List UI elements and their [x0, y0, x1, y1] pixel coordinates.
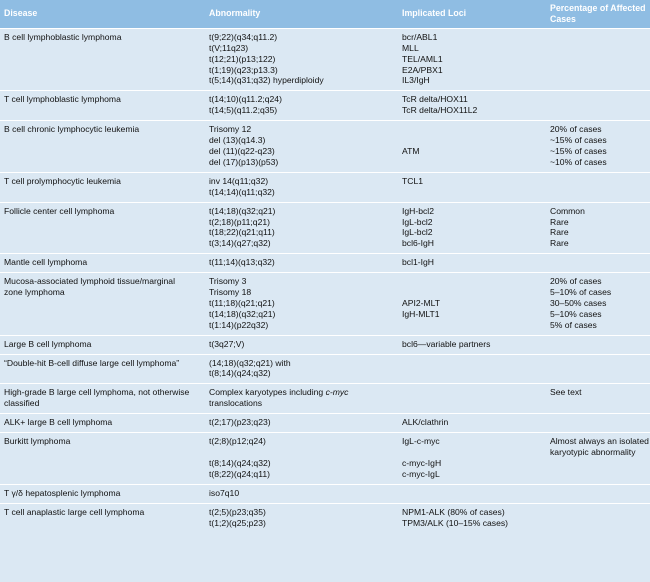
cell-line: [402, 276, 542, 287]
cell-disease: [0, 202, 205, 254]
cell-line: NPM1-ALK (80% of cases): [402, 506, 505, 517]
cell-line: del (11)(q22-q23): [209, 145, 275, 156]
cell-line: translocations: [209, 398, 263, 409]
cell-loci: [398, 335, 546, 354]
cell-line: Mucosa-associated lymphoid tissue/marginal: [4, 276, 175, 287]
cell-line: c-myc-IgL: [402, 468, 440, 479]
table-row: [0, 414, 650, 433]
cell-disease: [0, 335, 205, 354]
cell-line: [209, 447, 394, 458]
cell-line: [550, 94, 646, 105]
cell-line: [402, 488, 542, 499]
cell-line: [550, 518, 646, 529]
cell-line: Rare: [550, 216, 569, 227]
cell-line: [402, 320, 542, 331]
cell-line: [402, 447, 542, 458]
cell-line: 5% of cases: [550, 319, 597, 330]
cell-line: zone lymphoma: [4, 287, 65, 298]
cell-abn: [205, 414, 398, 433]
cell-line: ~15% of cases: [550, 145, 607, 156]
cell-line: [550, 64, 646, 75]
cell-line: inv 14(q11;q32): [209, 175, 269, 186]
table-row: [0, 354, 650, 384]
cell-line: [550, 469, 646, 480]
cell-loci: [398, 202, 546, 254]
cell-line: Burkitt lymphoma: [4, 436, 71, 447]
cell-pct: [546, 28, 650, 91]
cell-line: [402, 135, 542, 146]
cell-abn: [205, 172, 398, 202]
cell-line: t(V;11q23): [209, 42, 249, 53]
cell-disease: [0, 384, 205, 414]
cell-line: bcl6-IgH: [402, 238, 434, 249]
cell-pct: [546, 433, 650, 485]
header-row: [0, 0, 650, 28]
cell-line: bcl6—variable partners: [402, 338, 491, 349]
cell-line: [550, 368, 646, 379]
cell-line: B cell chronic lymphocytic leukemia: [4, 124, 140, 135]
cell-line: bcl1-IgH: [402, 257, 434, 268]
cell-line: t(3;14)(q27;q32): [209, 238, 271, 249]
cell-line: t(14;18)(q32;q21): [209, 205, 276, 216]
cell-line: Trisomy 12: [209, 124, 252, 135]
cell-line: del (17)(p13)(p53): [209, 156, 279, 167]
cell-line: t(2;17)(p23;q23): [209, 417, 271, 428]
cell-abn: [205, 273, 398, 336]
cell-line: 30–50% cases: [550, 297, 607, 308]
cell-line: iso7q10: [209, 487, 240, 498]
cell-line: ALK/clathrin: [402, 417, 449, 428]
cell-line: Common: [550, 205, 585, 216]
cell-line: [550, 458, 646, 469]
cell-disease: [0, 433, 205, 485]
cell-line: T cell prolymphocytic leukemia: [4, 175, 121, 186]
cell-line: Rare: [550, 238, 569, 249]
table-row: [0, 433, 650, 485]
cell-line: API2-MLT: [402, 297, 441, 308]
cell-line: [402, 157, 542, 168]
cell-line: “Double-hit B-cell diffuse large cell lymphoma”: [4, 357, 180, 368]
cell-abn: [205, 121, 398, 173]
cell-abn: [205, 484, 398, 503]
cell-disease: [0, 414, 205, 433]
cell-line: t(1;2)(q25;p23): [209, 517, 266, 528]
cell-line: IgH-MLT1: [402, 308, 440, 319]
cell-abn: [205, 202, 398, 254]
cell-line: t(8;14)(q24;q32): [209, 457, 271, 468]
cell-line: t(11;18)(q21;q21): [209, 297, 275, 308]
cell-line: IgL-bcl2: [402, 216, 433, 227]
header-disease: Disease: [0, 0, 205, 28]
cell-pct: [546, 414, 650, 433]
cell-disease: [0, 484, 205, 503]
cell-line: classified: [4, 398, 40, 409]
header-implicated-loci: Implicated Loci: [398, 0, 546, 28]
table-row: [0, 28, 650, 91]
cell-line: [550, 488, 646, 499]
cell-pct: [546, 172, 650, 202]
cell-line: [550, 43, 646, 54]
cell-pct: [546, 254, 650, 273]
cell-line: 20% of cases: [550, 124, 602, 135]
cell-pct: [546, 503, 650, 532]
cell-line: T cell lymphoblastic lymphoma: [4, 94, 121, 105]
cell-line: IgH-bcl2: [402, 205, 434, 216]
cell-line: See text: [550, 387, 582, 398]
cell-line: High-grade B large cell lymphoma, not otherwise: [4, 387, 190, 398]
cell-line: Large B cell lymphoma: [4, 338, 92, 349]
table-body: [0, 28, 650, 532]
cell-line: t(1;19)(q23;p13.3): [209, 64, 278, 75]
table-row: [0, 121, 650, 173]
cell-abn: [205, 254, 398, 273]
cell-line: Trisomy 3: [209, 276, 247, 287]
cell-line: [550, 339, 646, 350]
cell-line: TPM3/ALK (10–15% cases): [402, 517, 509, 528]
cell-line: [402, 358, 542, 369]
cell-line: [402, 124, 542, 135]
cell-line: (14;18)(q32;q21) with: [209, 357, 291, 368]
cell-abn: [205, 503, 398, 532]
cell-line: t(3q27;V): [209, 338, 245, 349]
cell-disease: [0, 28, 205, 91]
cell-pct: [546, 121, 650, 173]
cell-line: [402, 368, 542, 379]
cell-line: [550, 176, 646, 187]
cell-line: [550, 257, 646, 268]
cell-loci: [398, 354, 546, 384]
cell-line: E2A/PBX1: [402, 64, 443, 75]
table-row: [0, 503, 650, 532]
cell-line: t(14;5)(q11.2;q35): [209, 105, 278, 116]
cell-abn: [205, 384, 398, 414]
cell-line: IL3/IgH: [402, 75, 430, 86]
header-percentage: Percentage of Affected Cases: [546, 0, 650, 28]
cell-line: [550, 187, 646, 198]
cell-line: TcR delta/HOX11: [402, 94, 468, 105]
cell-line: 5–10% cases: [550, 308, 602, 319]
cell-line: B cell lymphoblastic lymphoma: [4, 31, 122, 42]
cell-line: IgL-c-myc: [402, 436, 440, 447]
cell-line: [550, 358, 646, 369]
cell-line: bcr/ABL1: [402, 31, 438, 42]
cell-line: [550, 75, 646, 86]
cell-disease: [0, 354, 205, 384]
cell-line: t(9;22)(q34;q11.2): [209, 31, 278, 42]
cell-line: t(18;22)(q21;q11): [209, 227, 275, 238]
cell-abn: [205, 335, 398, 354]
cell-line: MLL: [402, 42, 419, 53]
cell-loci: [398, 172, 546, 202]
cell-line: [402, 187, 542, 198]
cell-loci: [398, 503, 546, 532]
cell-line: ~15% of cases: [550, 135, 607, 146]
cell-text: Complex karyotypes including: [209, 387, 326, 398]
cell-line: [550, 32, 646, 43]
cell-line: Almost always an isolated: [550, 436, 649, 447]
cell-line: ALK+ large B cell lymphoma: [4, 417, 113, 428]
cell-line: TEL/AML1: [402, 53, 443, 64]
header-abnormality: Abnormality: [205, 0, 398, 28]
cell-line: t(14;14)(q11;q32): [209, 186, 275, 197]
cell-line: TcR delta/HOX11L2: [402, 105, 478, 116]
table-row: [0, 273, 650, 336]
cell-disease: [0, 273, 205, 336]
cell-line: [209, 387, 394, 398]
cell-loci: [398, 91, 546, 121]
table-row: [0, 172, 650, 202]
cell-text-italic: c-myc: [325, 387, 349, 398]
cell-line: Mantle cell lymphoma: [4, 257, 88, 268]
cell-line: [550, 54, 646, 65]
cell-pct: [546, 484, 650, 503]
cell-line: t(2;5)(p23;q35): [209, 506, 266, 517]
cell-loci: [398, 28, 546, 91]
cell-loci: [398, 433, 546, 485]
table-row: [0, 91, 650, 121]
cell-line: t(8;22)(q24;q11): [209, 468, 270, 479]
cell-pct: [546, 354, 650, 384]
cell-line: t(8;14)(q24;q32): [209, 368, 271, 379]
cell-line: [402, 287, 542, 298]
cell-line: 20% of cases: [550, 276, 602, 287]
cell-line: ATM: [402, 145, 420, 156]
cell-abn: [205, 91, 398, 121]
table-row: [0, 484, 650, 503]
cell-line: t(1:14)(p22q32): [209, 319, 269, 330]
cell-line: t(14;10)(q11.2;q24): [209, 94, 282, 105]
cell-line: [402, 387, 542, 398]
cell-line: IgL-bcl2: [402, 227, 433, 238]
table-row: [0, 254, 650, 273]
cell-disease: [0, 254, 205, 273]
cell-line: t(2;18)(p11;q21): [209, 216, 270, 227]
table-row: [0, 384, 650, 414]
cell-line: 5–10% of cases: [550, 287, 612, 298]
table-row: [0, 202, 650, 254]
cell-pct: [546, 91, 650, 121]
cell-loci: [398, 384, 546, 414]
cell-line: Follicle center cell lymphoma: [4, 205, 115, 216]
cell-pct: [546, 384, 650, 414]
cell-line: T cell anaplastic large cell lymphoma: [4, 506, 145, 517]
cell-line: T γ/δ hepatosplenic lymphoma: [4, 487, 121, 498]
cell-line: t(2;8)(p12;q24): [209, 436, 266, 447]
cell-disease: [0, 172, 205, 202]
cell-abn: [205, 354, 398, 384]
cell-line: t(11;14)(q13;q32): [209, 257, 275, 268]
cell-loci: [398, 121, 546, 173]
cell-line: ~10% of cases: [550, 156, 607, 167]
cell-pct: [546, 335, 650, 354]
cell-line: karyotypic abnormality: [550, 447, 636, 457]
cell-pct: [546, 273, 650, 336]
cell-pct: [546, 202, 650, 254]
cell-loci: [398, 414, 546, 433]
cell-line: del (13)(q14.3): [209, 135, 266, 146]
cell-line: [550, 105, 646, 116]
cell-line: t(5;14)(q31;q32) hyperdiploidy: [209, 75, 324, 86]
cell-line: TCL1: [402, 175, 424, 186]
cell-loci: [398, 273, 546, 336]
cell-loci: [398, 484, 546, 503]
cell-line: t(14;18)(q32;q21): [209, 308, 276, 319]
cell-line: t(12;21)(p13;122): [209, 53, 276, 64]
cell-abn: [205, 433, 398, 485]
cell-line: c-myc-IgH: [402, 457, 442, 468]
table-row: [0, 335, 650, 354]
cell-disease: [0, 91, 205, 121]
cell-line: Rare: [550, 227, 569, 238]
cell-line: [550, 507, 646, 518]
cell-disease: [0, 503, 205, 532]
cell-line: [550, 417, 646, 428]
cell-line: Trisomy 18: [209, 287, 252, 298]
cell-abn: [205, 28, 398, 91]
cell-disease: [0, 121, 205, 173]
cell-loci: [398, 254, 546, 273]
